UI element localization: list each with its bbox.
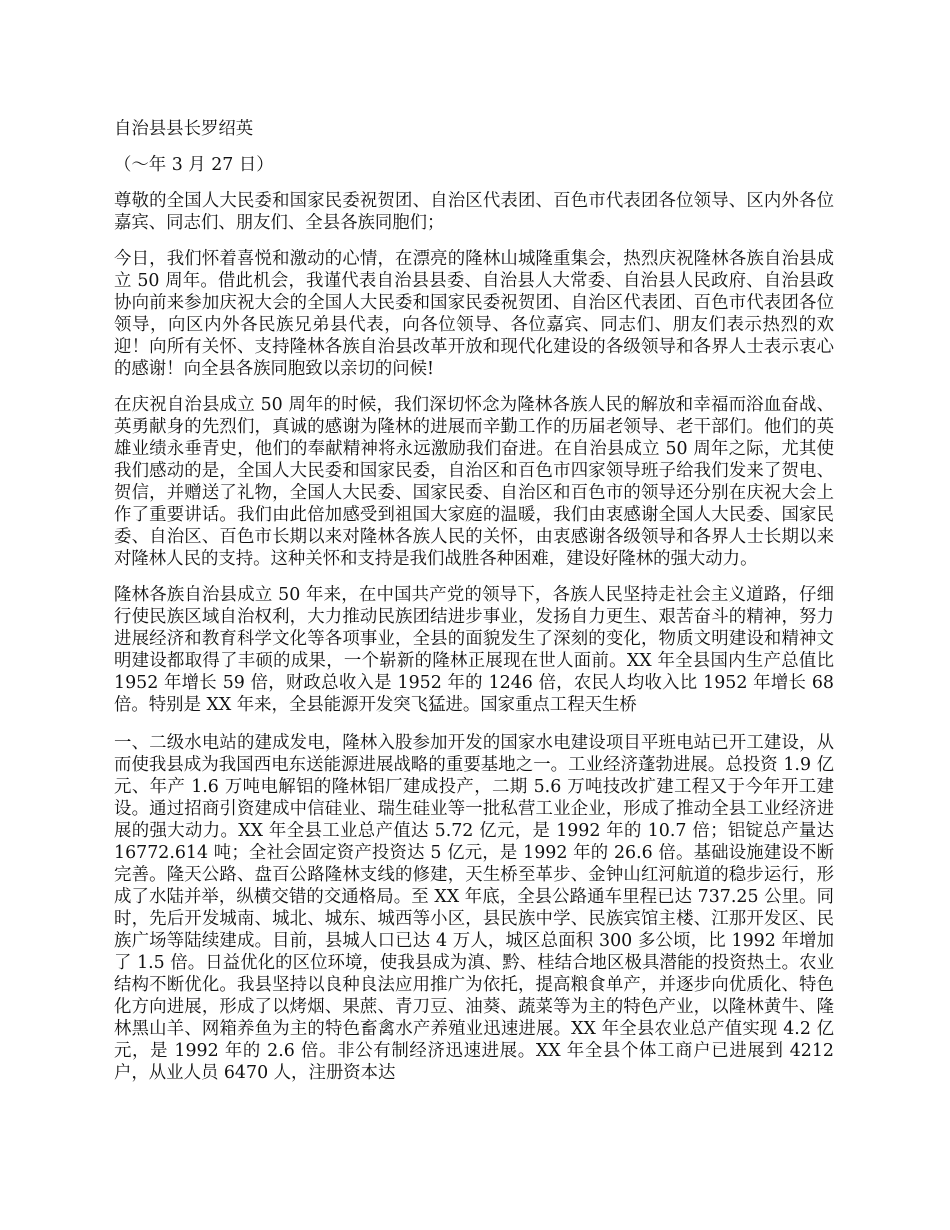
paragraph-development: 一、二级水电站的建成发电，隆林入股参加开发的国家水电建设项目平班电站已开工建设，从而使我县成为我国西电东送能源进展战略的重要基地之一。工业经济蓬勃进展。总投资 1.9 亿元、年产 1.6 万吨电解铝的隆林铝厂建成投产，二期 5.6 万吨技改扩建工程又于今年开工建设。通过招商引资建成中信硅业、瑞生硅业等一批私营工业企业，形成了推动全县工业经济进展的强大动力。XX 年全县工业总产值达 5.72 亿元，是 1992 年的 10.7 倍；铝锭总产量达 16772.614 吨；全社会固定资产投资达 5 亿元，是 1992 年的 26.6 倍。基础设施建设不断完善。隆天公路、盘百公路隆林支线的修建，天生桥至革步、金钟山红河航道的稳步运行，形成了水陆并举，纵横交错的交通格局。至 XX 年底，全县公路通车里程已达 737.25 公里。同时，先后开发城南、城北、城东、城西等小区，县民族中学、民族宾馆主楼、江那开发区、民族广场等陆续建成。目前，县城人口已达 4 万人，城区总面积 300 多公顷，比 1992 年增加了 1.5 倍。日益优化的区位环境，使我县成为滇、黔、桂结合地区极具潜能的投资热土。农业结构不断优化。我县坚持以良种良法应用推广为依托，提高粮食单产，并逐步向优质化、特色化方向进展，形成了以烤烟、果蔗、青刀豆、油葵、蔬菜等为主的特色产业，以隆林黄牛、隆林黑山羊、网箱养鱼为主的特色畜禽水产养殖业迅速进展。XX 年全县农业总产值实现 4.2 亿元，是 1992 年的 2.6 倍。非公有制经济迅速进展。XX 年全县个体工商户已进展到 4212 户，从业人员 6470 人，注册资本达 [114,733,834,1083]
speech-author-title: 自治县县长罗绍英 [114,119,254,139]
paragraph-welcome: 今日，我们怀着喜悦和激动的心情，在漂亮的隆林山城隆重集会，热烈庆祝隆林各族自治县成立 50 周年。借此机会，我谨代表自治县县委、自治县人大常委、自治县人民政府、自治县政协向前来参加庆祝大会的全国人大民委和国家民委祝贺团、自治区代表团、百色市代表团各位领导，向区内外各民族兄弟县代表，向各位领导、各位嘉宾、同志们、朋友们表示热烈的欢迎！向所有关怀、支持隆林各族自治县改革开放和现代化建设的各级领导和各界人士表示衷心的感谢！向全县各族同胞致以亲切的问候! [114,249,834,379]
speech-date: （～年 3 月 27 日） [114,155,274,175]
document-page [114,118,834,1084]
paragraph-salutation: 尊敬的全国人大民委和国家民委祝贺团、自治区代表团、百色市代表团各位领导、区内外各位嘉宾、同志们、朋友们、全县各族同胞们； [114,191,834,233]
paragraph-achievements: 隆林各族自治县成立 50 年来，在中国共产党的领导下，各族人民坚持走社会主义道路，仔细行使民族区域自治权利，大力推动民族团结进步事业，发扬自力更生、艰苦奋斗的精神，努力进展经济和教育科学文化等各项事业，全县的面貌发生了深刻的变化，物质文明建设和精神文明建设都取得了丰硕的成果，一个崭新的隆林正展现在世人面前。XX 年全县国内生产总值比 1952 年增长 59 倍，财政总收入是 1952 年的 1246 倍，农民人均收入比 1952 年增长 68 倍。特别是 XX 年来，全县能源开发突飞猛进。国家重点工程天生桥 [114,585,834,715]
paragraph-remembrance: 在庆祝自治县成立 50 周年的时候，我们深切怀念为隆林各族人民的解放和幸福而浴血奋战、英勇献身的先烈们，真诚的感谢为隆林的进展而辛勤工作的历届老领导、老干部们。他们的英雄业绩永垂青史，他们的奉献精神将永远激励我们奋进。在自治县成立 50 周年之际，尤其使我们感动的是，全国人大民委和国家民委，自治区和百色市四家领导班子给我们发来了贺电、贺信，并赠送了礼物，全国人大民委、国家民委、自治区和百色市的领导还分别在庆祝大会上作了重要讲话。我们由此倍加感受到祖国大家庭的温暖，我们由衷感谢全国人大民委、国家民委、自治区、百色市长期以来对隆林各族人民的关怀，由衷感谢各级领导和各界人士长期以来对隆林人民的支持。这种关怀和支持是我们战胜各种困难，建设好隆林的强大动力。 [114,395,834,569]
